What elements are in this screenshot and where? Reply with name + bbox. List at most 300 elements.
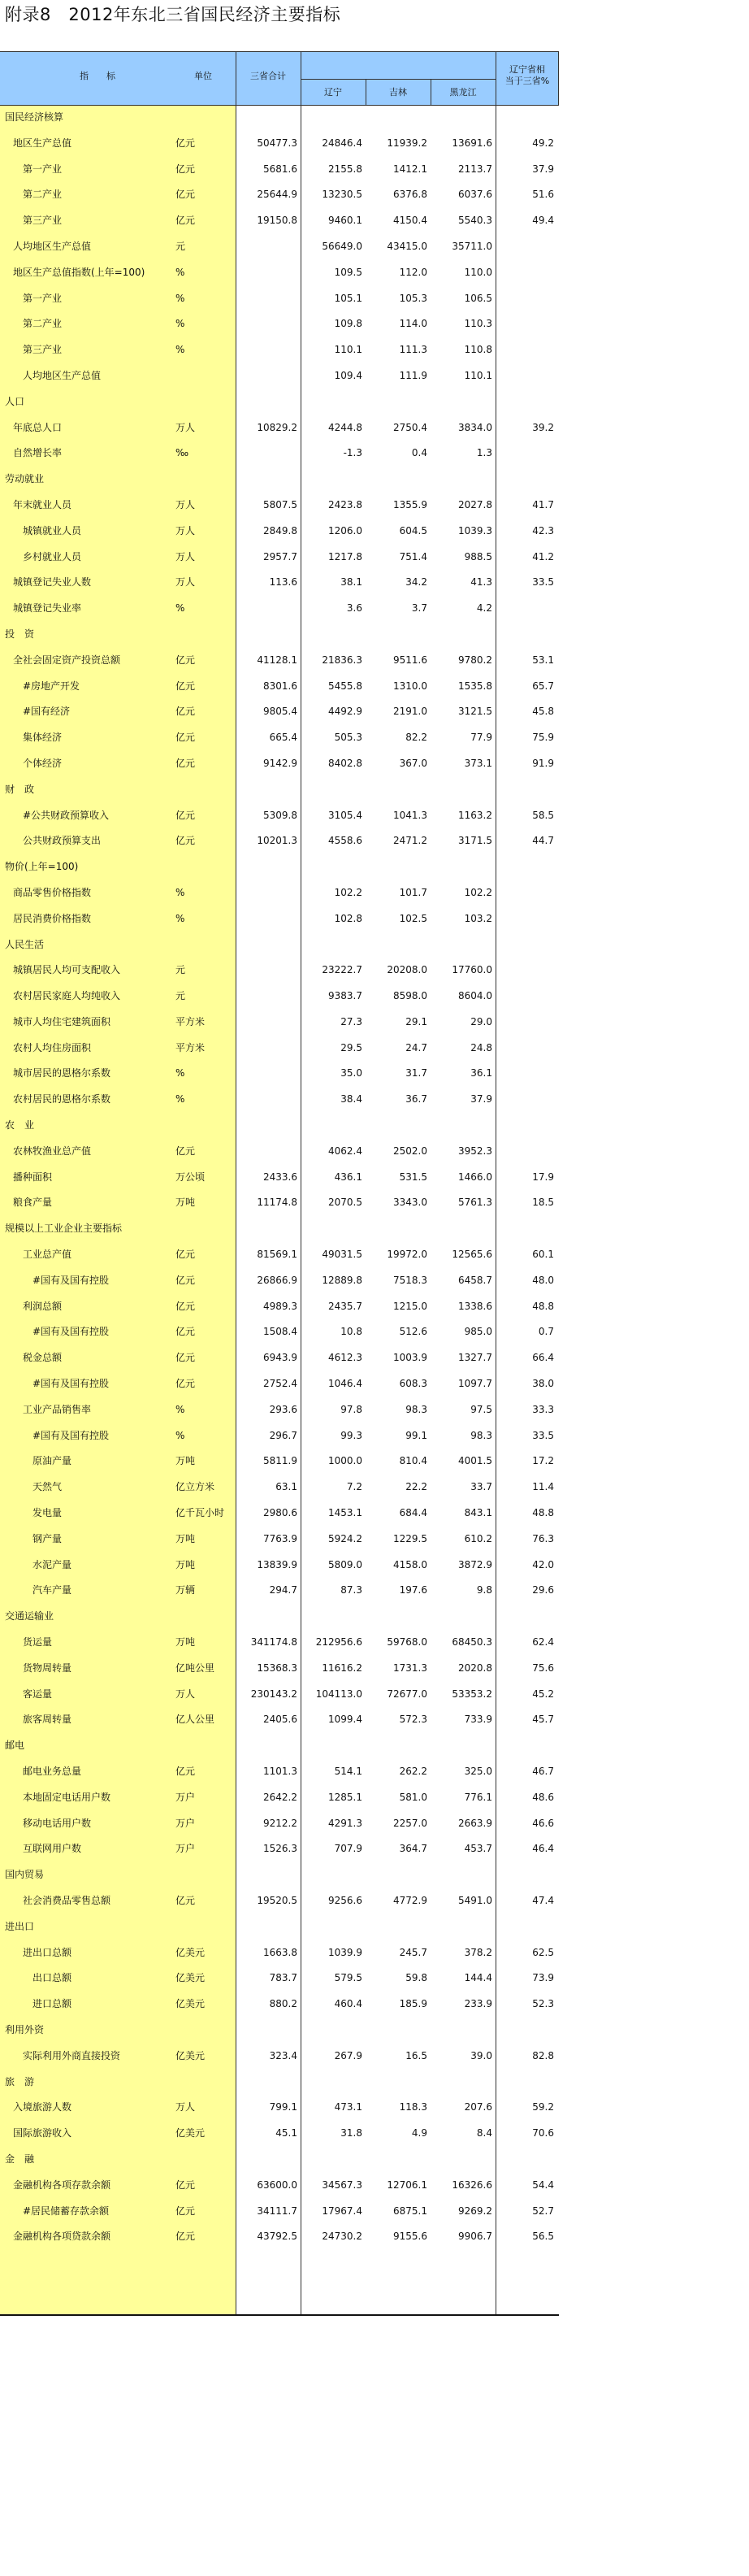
row-liaoning-value: 4558.6 bbox=[328, 835, 362, 847]
row-unit: 万人 bbox=[175, 576, 196, 589]
row-liaoning-value: 38.1 bbox=[340, 576, 362, 589]
row-heilongjiang-value: 6458.7 bbox=[458, 1274, 492, 1286]
row-indicator-name: 邮电 bbox=[5, 1740, 25, 1752]
row-jilin-value: 751.4 bbox=[399, 550, 427, 563]
row-liaoning-value: 21836.3 bbox=[322, 654, 362, 666]
row-unit: % bbox=[175, 266, 185, 278]
table-row bbox=[0, 1527, 559, 1553]
row-indicator-name: 客运量 bbox=[23, 1688, 53, 1700]
row-liaoning-value: 23222.7 bbox=[322, 964, 362, 976]
row-jilin-value: 581.0 bbox=[399, 1791, 427, 1803]
row-liaoning-value: 105.1 bbox=[334, 292, 362, 304]
row-total-value: 2405.6 bbox=[263, 1714, 297, 1726]
row-heilongjiang-value: 5540.3 bbox=[458, 215, 492, 227]
row-liaoning-value: 109.8 bbox=[334, 318, 362, 330]
row-indicator-name: 金融机构各项存款余额 bbox=[13, 2179, 111, 2191]
row-heilongjiang-value: 110.1 bbox=[464, 369, 492, 381]
header-jilin: 吉林 bbox=[389, 87, 407, 98]
row-indicator-name: 农 业 bbox=[5, 1119, 35, 1132]
row-heilongjiang-value: 103.2 bbox=[464, 912, 492, 924]
row-share-value: 39.2 bbox=[532, 421, 554, 433]
row-heilongjiang-value: 29.0 bbox=[470, 1015, 492, 1027]
row-share-value: 41.7 bbox=[532, 498, 554, 510]
table-row bbox=[0, 906, 559, 932]
row-heilongjiang-value: 233.9 bbox=[464, 1998, 492, 2010]
row-indicator-name: 进出口总额 bbox=[23, 1946, 72, 1958]
table-row bbox=[0, 2121, 559, 2147]
table-row bbox=[0, 2044, 559, 2070]
row-jilin-value: 22.2 bbox=[405, 1481, 427, 1493]
row-unit: 亿吨公里 bbox=[175, 1662, 215, 1674]
row-jilin-value: 112.0 bbox=[399, 266, 427, 278]
row-share-value: 33.3 bbox=[532, 1403, 554, 1415]
row-heilongjiang-value: 988.5 bbox=[464, 550, 492, 563]
row-indicator-name: 人均地区生产总值 bbox=[23, 369, 102, 381]
row-jilin-value: 82.2 bbox=[405, 732, 427, 744]
row-indicator-name: 农林牧渔业总产值 bbox=[13, 1145, 92, 1157]
table-row bbox=[0, 105, 559, 131]
row-total-value: 9805.4 bbox=[263, 706, 297, 718]
row-total-value: 45.1 bbox=[275, 2127, 297, 2139]
row-unit: 亿元 bbox=[175, 680, 196, 692]
row-jilin-value: 59.8 bbox=[405, 1972, 427, 1984]
row-jilin-value: 29.1 bbox=[405, 1015, 427, 1027]
row-heilongjiang-value: 2020.8 bbox=[458, 1662, 492, 1674]
row-share-value: 59.2 bbox=[532, 2101, 554, 2113]
row-heilongjiang-value: 378.2 bbox=[464, 1946, 492, 1958]
table-row bbox=[0, 286, 559, 312]
header-liaoning: 辽宁 bbox=[324, 87, 342, 98]
table-row bbox=[0, 777, 559, 803]
row-liaoning-value: 17967.4 bbox=[322, 2205, 362, 2217]
row-unit: 万公顷 bbox=[175, 1171, 206, 1183]
row-heilongjiang-value: 110.3 bbox=[464, 318, 492, 330]
row-unit: 亿千瓦小时 bbox=[175, 1507, 225, 1519]
row-total-value: 9142.9 bbox=[263, 757, 297, 769]
row-heilongjiang-value: 4.2 bbox=[476, 602, 492, 615]
row-indicator-name: 粮食产量 bbox=[13, 1197, 53, 1209]
row-heilongjiang-value: 12565.6 bbox=[452, 1249, 492, 1261]
row-jilin-value: 1310.0 bbox=[393, 680, 427, 692]
row-unit: % bbox=[175, 912, 185, 924]
row-total-value: 19520.5 bbox=[257, 1894, 297, 1906]
row-indicator-name: 旅客周转量 bbox=[23, 1714, 72, 1726]
row-total-value: 2849.8 bbox=[263, 524, 297, 536]
table-row bbox=[0, 1242, 559, 1268]
table-row bbox=[0, 157, 559, 183]
row-total-value: 6943.9 bbox=[263, 1352, 297, 1364]
row-total-value: 293.6 bbox=[269, 1403, 297, 1415]
header-indicator: 指 标 bbox=[80, 71, 115, 81]
row-indicator-name: 国际旅游收入 bbox=[13, 2127, 72, 2139]
row-indicator-name: 城市人均住宅建筑面积 bbox=[13, 1015, 111, 1027]
row-unit: 亿元 bbox=[175, 1378, 196, 1390]
col-divider-right bbox=[558, 51, 559, 105]
row-indicator-name: #国有及国有控股 bbox=[32, 1274, 110, 1286]
row-share-value: 53.1 bbox=[532, 654, 554, 666]
table-row bbox=[0, 234, 559, 260]
row-unit: 亿元 bbox=[175, 2205, 196, 2217]
table-row bbox=[0, 1888, 559, 1914]
row-share-value: 48.8 bbox=[532, 1300, 554, 1312]
row-unit: 亿元 bbox=[175, 1145, 196, 1157]
row-share-value: 37.9 bbox=[532, 163, 554, 175]
row-liaoning-value: 102.2 bbox=[334, 886, 362, 898]
row-indicator-name: 第二产业 bbox=[23, 318, 63, 330]
row-share-value: 49.4 bbox=[532, 215, 554, 227]
row-total-value: 294.7 bbox=[269, 1584, 297, 1596]
row-share-value: 62.4 bbox=[532, 1636, 554, 1649]
row-jilin-value: 20208.0 bbox=[387, 964, 427, 976]
table-row bbox=[0, 1501, 559, 1527]
row-total-value: 43792.5 bbox=[257, 2231, 297, 2243]
row-total-value: 5681.6 bbox=[263, 163, 297, 175]
row-heilongjiang-value: 9269.2 bbox=[458, 2205, 492, 2217]
row-indicator-name: 第二产业 bbox=[23, 189, 63, 201]
row-jilin-value: 512.6 bbox=[399, 1326, 427, 1338]
row-share-value: 33.5 bbox=[532, 576, 554, 589]
row-liaoning-value: 1206.0 bbox=[328, 524, 362, 536]
row-indicator-name: 进出口 bbox=[5, 1920, 35, 1932]
row-indicator-name: #国有及国有控股 bbox=[32, 1378, 110, 1390]
row-unit: 万户 bbox=[175, 1791, 196, 1803]
row-indicator-name: 地区生产总值 bbox=[13, 137, 72, 149]
table-row bbox=[0, 337, 559, 363]
table-row bbox=[0, 1553, 559, 1579]
row-unit: 元 bbox=[175, 990, 186, 1002]
table-row bbox=[0, 1475, 559, 1501]
row-jilin-value: 245.7 bbox=[399, 1946, 427, 1958]
row-heilongjiang-value: 5491.0 bbox=[458, 1894, 492, 1906]
row-indicator-name: 社会消费品零售总额 bbox=[23, 1894, 111, 1906]
row-unit: 亿元 bbox=[175, 757, 196, 769]
row-indicator-name: 第一产业 bbox=[23, 163, 63, 175]
table-row bbox=[0, 1836, 559, 1862]
row-indicator-name: 税金总额 bbox=[23, 1352, 63, 1364]
row-heilongjiang-value: 1097.7 bbox=[458, 1378, 492, 1390]
row-heilongjiang-value: 373.1 bbox=[464, 757, 492, 769]
row-indicator-name: 入境旅游人数 bbox=[13, 2101, 72, 2113]
row-heilongjiang-value: 17760.0 bbox=[452, 964, 492, 976]
row-total-value: 2957.7 bbox=[263, 550, 297, 563]
row-indicator-name: 互联网用户数 bbox=[23, 1843, 82, 1855]
row-indicator-name: 水泥产量 bbox=[32, 1558, 72, 1570]
row-jilin-value: 98.3 bbox=[405, 1403, 427, 1415]
row-total-value: 2980.6 bbox=[263, 1507, 297, 1519]
row-total-value: 8301.6 bbox=[263, 680, 297, 692]
row-indicator-name: 城镇登记失业率 bbox=[13, 602, 82, 615]
row-share-value: 48.6 bbox=[532, 1791, 554, 1803]
row-liaoning-value: 11616.2 bbox=[322, 1662, 362, 1674]
row-indicator-name: 工业总产值 bbox=[23, 1249, 72, 1261]
row-indicator-name: #居民储蓄存款余额 bbox=[23, 2205, 110, 2217]
row-liaoning-value: 212956.6 bbox=[315, 1636, 362, 1649]
row-unit: 亿立方米 bbox=[175, 1481, 215, 1493]
row-jilin-value: 1355.9 bbox=[393, 498, 427, 510]
row-liaoning-value: 24730.2 bbox=[322, 2231, 362, 2243]
row-share-value: 62.5 bbox=[532, 1946, 554, 1958]
row-total-value: 230143.2 bbox=[250, 1688, 297, 1700]
row-indicator-name: 金 融 bbox=[5, 2152, 35, 2165]
row-indicator-name: 劳动就业 bbox=[5, 473, 45, 485]
row-heilongjiang-value: 53353.2 bbox=[452, 1688, 492, 1700]
row-heilongjiang-value: 1535.8 bbox=[458, 680, 492, 692]
row-indicator-name: 第三产业 bbox=[23, 215, 63, 227]
row-unit: % bbox=[175, 292, 185, 304]
table-row bbox=[0, 1811, 559, 1837]
row-unit: 亿元 bbox=[175, 1249, 196, 1261]
table-row bbox=[0, 363, 559, 389]
row-indicator-name: 人均地区生产总值 bbox=[13, 240, 92, 252]
row-liaoning-value: 12889.8 bbox=[322, 1274, 362, 1286]
row-share-value: 75.9 bbox=[532, 732, 554, 744]
table-row bbox=[0, 467, 559, 493]
row-heilongjiang-value: 102.2 bbox=[464, 886, 492, 898]
row-liaoning-value: 109.5 bbox=[334, 266, 362, 278]
row-share-value: 75.6 bbox=[532, 1662, 554, 1674]
row-jilin-value: 111.3 bbox=[399, 344, 427, 356]
row-heilongjiang-value: 110.0 bbox=[464, 266, 492, 278]
row-heilongjiang-value: 36.1 bbox=[470, 1067, 492, 1079]
table-row bbox=[0, 545, 559, 571]
row-liaoning-value: 9460.1 bbox=[328, 215, 362, 227]
table-row bbox=[0, 1113, 559, 1139]
row-heilongjiang-value: 33.7 bbox=[470, 1481, 492, 1493]
row-heilongjiang-value: 4001.5 bbox=[458, 1455, 492, 1467]
row-total-value: 665.4 bbox=[269, 732, 297, 744]
row-jilin-value: 1731.3 bbox=[393, 1662, 427, 1674]
row-indicator-name: 投 资 bbox=[5, 628, 35, 640]
table-row bbox=[0, 828, 559, 854]
row-heilongjiang-value: 9.8 bbox=[476, 1584, 492, 1596]
row-jilin-value: 31.7 bbox=[405, 1067, 427, 1079]
table-row bbox=[0, 311, 559, 337]
row-indicator-name: 利用外资 bbox=[5, 2023, 45, 2035]
row-liaoning-value: 27.3 bbox=[340, 1015, 362, 1027]
row-indicator-name: 钢产量 bbox=[32, 1532, 63, 1544]
row-share-value: 41.2 bbox=[532, 550, 554, 563]
row-liaoning-value: 13230.5 bbox=[322, 189, 362, 201]
row-liaoning-value: 9383.7 bbox=[328, 990, 362, 1002]
row-total-value: 63.1 bbox=[275, 1481, 297, 1493]
row-indicator-name: 商品零售价格指数 bbox=[13, 886, 92, 898]
row-unit: 亿美元 bbox=[175, 1946, 206, 1958]
row-share-value: 33.5 bbox=[532, 1429, 554, 1441]
table-row bbox=[0, 1268, 559, 1294]
row-heilongjiang-value: 843.1 bbox=[464, 1507, 492, 1519]
row-share-value: 70.6 bbox=[532, 2127, 554, 2139]
row-total-value: 26866.9 bbox=[257, 1274, 297, 1286]
row-indicator-name: 实际利用外商直接投资 bbox=[23, 2049, 121, 2061]
row-jilin-value: 16.5 bbox=[405, 2049, 427, 2061]
row-jilin-value: 810.4 bbox=[399, 1455, 427, 1467]
row-liaoning-value: 4612.3 bbox=[328, 1352, 362, 1364]
row-share-value: 42.3 bbox=[532, 524, 554, 536]
row-share-value: 82.8 bbox=[532, 2049, 554, 2061]
row-heilongjiang-value: 1327.7 bbox=[458, 1352, 492, 1364]
row-heilongjiang-value: 5761.3 bbox=[458, 1197, 492, 1209]
row-indicator-name: 进口总额 bbox=[32, 1998, 72, 2010]
row-share-value: 49.2 bbox=[532, 137, 554, 149]
row-jilin-value: 0.4 bbox=[411, 447, 427, 459]
row-share-value: 42.0 bbox=[532, 1558, 554, 1570]
row-liaoning-value: 2155.8 bbox=[328, 163, 362, 175]
row-unit: % bbox=[175, 886, 185, 898]
row-indicator-name: 农村居民家庭人均纯收入 bbox=[13, 990, 121, 1002]
table-row bbox=[0, 208, 559, 234]
row-heilongjiang-value: 16326.6 bbox=[452, 2179, 492, 2191]
row-total-value: 25644.9 bbox=[257, 189, 297, 201]
row-unit: % bbox=[175, 602, 185, 615]
row-share-value: 91.9 bbox=[532, 757, 554, 769]
header-unit: 单位 bbox=[194, 71, 212, 81]
row-jilin-value: 9511.6 bbox=[393, 654, 427, 666]
row-unit: % bbox=[175, 318, 185, 330]
row-share-value: 58.5 bbox=[532, 809, 554, 821]
row-unit: 万辆 bbox=[175, 1584, 196, 1596]
header-total: 三省合计 bbox=[250, 71, 286, 81]
row-unit: ‰ bbox=[175, 447, 189, 459]
row-liaoning-value: 109.4 bbox=[334, 369, 362, 381]
row-heilongjiang-value: 97.5 bbox=[470, 1403, 492, 1415]
table-row bbox=[0, 725, 559, 751]
row-share-value: 52.7 bbox=[532, 2205, 554, 2217]
row-unit: 亿人公里 bbox=[175, 1714, 215, 1726]
table-row bbox=[0, 648, 559, 674]
row-jilin-value: 197.6 bbox=[399, 1584, 427, 1596]
row-heilongjiang-value: 2027.8 bbox=[458, 498, 492, 510]
row-total-value: 4989.3 bbox=[263, 1300, 297, 1312]
row-unit: 亿元 bbox=[175, 215, 196, 227]
row-heilongjiang-value: 207.6 bbox=[464, 2101, 492, 2113]
table-row bbox=[0, 1914, 559, 1940]
table-row bbox=[0, 958, 559, 984]
row-heilongjiang-value: 8.4 bbox=[476, 2127, 492, 2139]
table-row bbox=[0, 1423, 559, 1449]
row-indicator-name: 播种面积 bbox=[13, 1171, 53, 1183]
row-indicator-name: 居民消费价格指数 bbox=[13, 912, 92, 924]
row-share-value: 45.2 bbox=[532, 1688, 554, 1700]
row-share-value: 46.7 bbox=[532, 1766, 554, 1777]
row-unit: % bbox=[175, 1403, 185, 1415]
header-heilongjiang: 黑龙江 bbox=[449, 87, 477, 98]
row-indicator-name: 人民生活 bbox=[5, 938, 45, 950]
row-share-value: 29.6 bbox=[532, 1584, 554, 1596]
row-jilin-value: 2257.0 bbox=[393, 1817, 427, 1829]
row-total-value: 10201.3 bbox=[257, 835, 297, 847]
row-liaoning-value: 460.4 bbox=[334, 1998, 362, 2010]
table-row bbox=[0, 2173, 559, 2199]
row-liaoning-value: 473.1 bbox=[334, 2101, 362, 2113]
row-indicator-name: 国民经济核算 bbox=[5, 111, 64, 123]
row-unit: 亿元 bbox=[175, 1300, 196, 1312]
row-indicator-name: 天然气 bbox=[32, 1481, 63, 1493]
row-heilongjiang-value: 9906.7 bbox=[458, 2231, 492, 2243]
table-row bbox=[0, 1992, 559, 2018]
row-indicator-name: 邮电业务总量 bbox=[23, 1766, 82, 1777]
table-row bbox=[0, 1061, 559, 1087]
row-jilin-value: 2471.2 bbox=[393, 835, 427, 847]
row-liaoning-value: 267.9 bbox=[334, 2049, 362, 2061]
table-row bbox=[0, 1371, 559, 1397]
row-unit: 万人 bbox=[175, 1688, 196, 1700]
table-row bbox=[0, 751, 559, 777]
row-total-value: 19150.8 bbox=[257, 215, 297, 227]
row-jilin-value: 364.7 bbox=[399, 1843, 427, 1855]
table-row bbox=[0, 2018, 559, 2044]
row-liaoning-value: 1285.1 bbox=[328, 1791, 362, 1803]
row-jilin-value: 2750.4 bbox=[393, 421, 427, 433]
row-heilongjiang-value: 68450.3 bbox=[452, 1636, 492, 1649]
row-jilin-value: 2191.0 bbox=[393, 706, 427, 718]
row-liaoning-value: 5924.2 bbox=[328, 1532, 362, 1544]
row-heilongjiang-value: 2113.7 bbox=[458, 163, 492, 175]
row-heilongjiang-value: 98.3 bbox=[470, 1429, 492, 1441]
table-row bbox=[0, 1165, 559, 1191]
row-total-value: 9212.2 bbox=[263, 1817, 297, 1829]
header-share-line1: 辽宁省相 bbox=[509, 64, 545, 75]
table-row bbox=[0, 131, 559, 157]
row-share-value: 46.4 bbox=[532, 1843, 554, 1855]
table-row bbox=[0, 699, 559, 725]
row-unit: 亿元 bbox=[175, 2231, 196, 2243]
row-unit: 亿元 bbox=[175, 732, 196, 744]
row-unit: 万人 bbox=[175, 2101, 196, 2113]
row-liaoning-value: 505.3 bbox=[334, 732, 362, 744]
row-liaoning-value: 35.0 bbox=[340, 1067, 362, 1079]
header-share-line2: 当于三省% bbox=[504, 76, 550, 86]
row-jilin-value: 572.3 bbox=[399, 1714, 427, 1726]
row-jilin-value: 8598.0 bbox=[393, 990, 427, 1002]
row-total-value: 1101.3 bbox=[263, 1766, 297, 1777]
row-unit: 亿元 bbox=[175, 189, 196, 201]
row-unit: 元 bbox=[175, 240, 186, 252]
row-liaoning-value: 87.3 bbox=[340, 1584, 362, 1596]
row-liaoning-value: 5809.0 bbox=[328, 1558, 362, 1570]
table-row bbox=[0, 441, 559, 467]
row-heilongjiang-value: 110.8 bbox=[464, 344, 492, 356]
row-unit: 平方米 bbox=[175, 1015, 206, 1027]
row-total-value: 1526.3 bbox=[263, 1843, 297, 1855]
row-unit: 元 bbox=[175, 964, 186, 976]
row-liaoning-value: 110.1 bbox=[334, 344, 362, 356]
row-jilin-value: 1229.5 bbox=[393, 1532, 427, 1544]
table-row bbox=[0, 1087, 559, 1113]
row-heilongjiang-value: 77.9 bbox=[470, 732, 492, 744]
row-heilongjiang-value: 39.0 bbox=[470, 2049, 492, 2061]
row-heilongjiang-value: 610.2 bbox=[464, 1532, 492, 1544]
row-share-value: 76.3 bbox=[532, 1532, 554, 1544]
row-indicator-name: 汽车产量 bbox=[32, 1584, 72, 1596]
row-indicator-name: 物价(上年=100) bbox=[5, 861, 79, 873]
row-share-value: 47.4 bbox=[532, 1894, 554, 1906]
row-jilin-value: 531.5 bbox=[399, 1171, 427, 1183]
row-indicator-name: 人口 bbox=[5, 395, 25, 407]
row-liaoning-value: 102.8 bbox=[334, 912, 362, 924]
row-total-value: 13839.9 bbox=[257, 1558, 297, 1570]
row-total-value: 63600.0 bbox=[257, 2179, 297, 2191]
row-heilongjiang-value: 1338.6 bbox=[458, 1300, 492, 1312]
row-unit: 平方米 bbox=[175, 1041, 206, 1053]
row-total-value: 2752.4 bbox=[263, 1378, 297, 1390]
row-indicator-name: 货物周转量 bbox=[23, 1662, 72, 1674]
row-jilin-value: 111.9 bbox=[399, 369, 427, 381]
table-row bbox=[0, 596, 559, 622]
row-unit: 亿元 bbox=[175, 1894, 196, 1906]
row-liaoning-value: 3105.4 bbox=[328, 809, 362, 821]
row-total-value: 10829.2 bbox=[257, 421, 297, 433]
table-bottom-rule bbox=[0, 2314, 559, 2316]
